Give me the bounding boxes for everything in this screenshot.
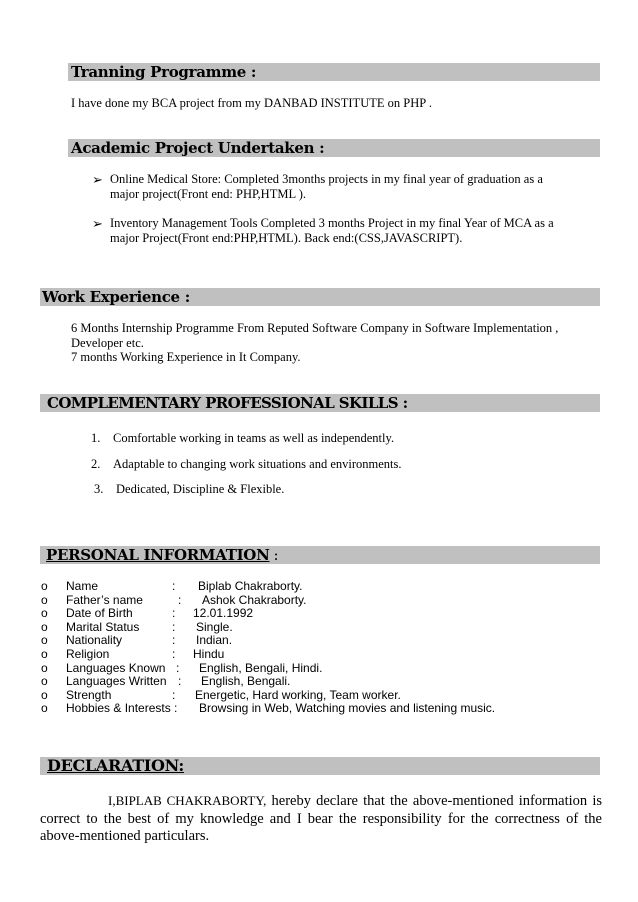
- personal-value: 12.01.1992: [193, 606, 254, 621]
- personal-value: Energetic, Hard working, Team worker.: [195, 687, 401, 702]
- personal-value: Biplab Chakraborty.: [198, 579, 303, 593]
- skill-item-1: Comfortable working in teams as well as independently.: [113, 431, 395, 445]
- list-bullet-icon: o: [41, 633, 48, 648]
- arrow-bullet-icon: ➢: [92, 172, 103, 187]
- list-bullet-icon: o: [41, 606, 48, 621]
- personal-value: Browsing in Web, Watching movies and listening music.: [199, 701, 496, 716]
- personal-label: Languages Known: [66, 660, 166, 675]
- skill-number-3: 3.: [94, 482, 104, 496]
- personal-heading-text: PERSONAL INFORMATION: [46, 546, 270, 564]
- arrow-bullet-icon: ➢: [92, 216, 103, 231]
- training-text: I have done my BCA project from my DANBAD INSTITUTE on PHP .: [71, 96, 432, 110]
- personal-value: English, Bengali.: [201, 674, 291, 689]
- personal-value: Indian.: [196, 633, 233, 648]
- personal-separator: :: [172, 647, 176, 661]
- personal-label: Languages Written: [66, 674, 167, 689]
- declaration-text: hereby declare that the above-mentioned information is correct to the best of my knowledge and I bear the responsibility for the correctness of the above-mentioned particulars.: [40, 793, 603, 844]
- personal-heading: [46, 546, 278, 564]
- personal-separator: :: [172, 606, 176, 621]
- list-bullet-icon: o: [41, 647, 48, 661]
- list-bullet-icon: o: [41, 660, 48, 675]
- list-bullet-icon: o: [41, 701, 48, 716]
- skill-number-1: 1.: [91, 431, 101, 445]
- list-bullet-icon: o: [41, 592, 48, 607]
- personal-label: Father’s name: [66, 592, 143, 607]
- personal-separator: :: [172, 633, 176, 648]
- personal-separator: :: [172, 579, 176, 593]
- academic-item-1-line2: major project(Front end: PHP,HTML ).: [110, 187, 307, 201]
- skills-heading: COMPLEMENTARY PROFESSIONAL SKILLS :: [47, 394, 408, 412]
- work-heading: Work Experience :: [42, 288, 190, 306]
- personal-separator: :: [178, 592, 182, 607]
- personal-label: Nationality: [66, 633, 123, 648]
- personal-value: English, Bengali, Hindi.: [199, 660, 323, 675]
- personal-label: Date of Birth: [66, 606, 133, 621]
- work-line-2: Developer etc.: [71, 336, 144, 350]
- personal-value: Ashok Chakraborty.: [202, 592, 307, 607]
- skill-item-2: Adaptable to changing work situations and environments.: [113, 457, 402, 471]
- personal-separator: :: [172, 687, 176, 702]
- skill-item-3: Dedicated, Discipline & Flexible.: [116, 482, 285, 496]
- personal-value: Hindu: [193, 647, 225, 661]
- declaration-heading: DECLARATION:: [47, 756, 184, 775]
- personal-label: Name: [66, 579, 99, 593]
- personal-label: Hobbies & Interests: [66, 701, 171, 716]
- academic-item-2-line1: Inventory Management Tools Completed 3 months Project in my final Year of MCA as a: [110, 216, 554, 230]
- academic-item-2-line2: major Project(Front end:PHP,HTML). Back end:(CSS,JAVASCRIPT).: [110, 231, 463, 245]
- skill-number-2: 2.: [91, 457, 101, 471]
- personal-label: Strength: [66, 687, 112, 702]
- list-bullet-icon: o: [41, 674, 48, 689]
- personal-label: Marital Status: [66, 619, 140, 634]
- list-bullet-icon: o: [41, 619, 48, 634]
- work-line-1: 6 Months Internship Programme From Reputed Software Company in Software Implementation ,: [71, 321, 559, 335]
- list-bullet-icon: o: [41, 687, 48, 702]
- declaration-name: I,BIPLAB CHAKRABORTY,: [108, 793, 267, 808]
- personal-separator: :: [178, 674, 182, 689]
- personal-separator: :: [176, 660, 180, 675]
- declaration-paragraph: [40, 792, 602, 846]
- personal-label: Religion: [66, 647, 110, 661]
- personal-separator: :: [174, 701, 178, 716]
- academic-heading: Academic Project Undertaken :: [71, 139, 325, 157]
- training-heading: Tranning Programme :: [71, 63, 257, 81]
- personal-heading-suffix: :: [273, 546, 279, 564]
- personal-separator: :: [172, 619, 176, 634]
- work-line-3: 7 months Working Experience in It Company.: [71, 350, 301, 364]
- list-bullet-icon: o: [41, 579, 48, 593]
- academic-item-1-line1: Online Medical Store: Completed 3months projects in my final year of graduation as a: [110, 172, 543, 186]
- personal-value: Single.: [196, 619, 233, 634]
